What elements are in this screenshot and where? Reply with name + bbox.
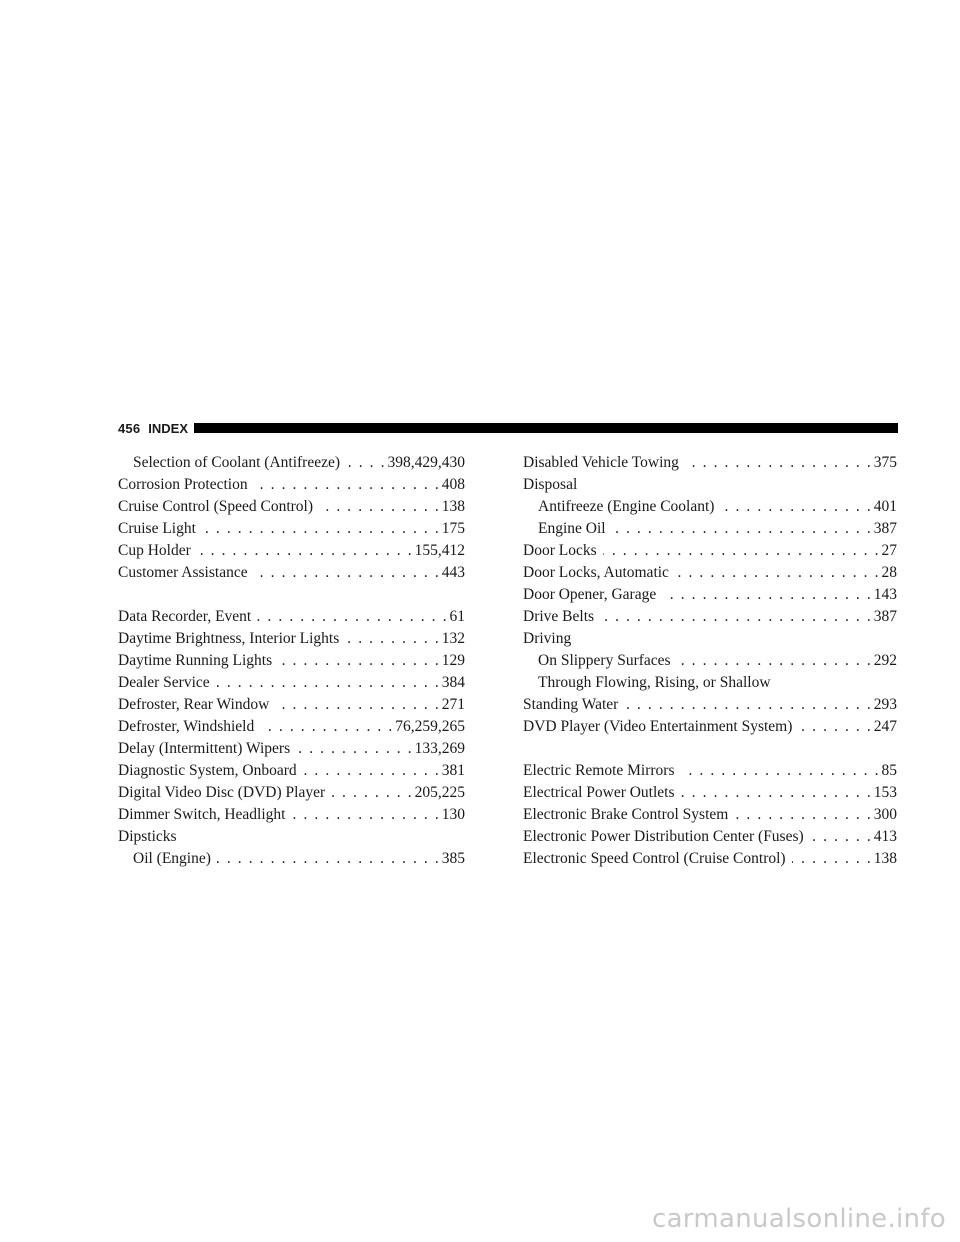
entry-gap: [118, 584, 465, 606]
dot-leader: [681, 782, 871, 804]
index-entry: [523, 540, 897, 562]
dot-leader: [792, 848, 871, 870]
dot-leader: [612, 518, 871, 540]
dot-leader: [603, 540, 879, 562]
dot-leader: [331, 782, 411, 804]
entry-label: Dipsticks: [118, 828, 177, 845]
entry-label: Disabled Vehicle Towing: [523, 454, 679, 471]
entry-pages: 129: [441, 652, 465, 669]
index-entry: [523, 782, 897, 804]
index-entry: [523, 650, 897, 672]
entry-label: Daytime Running Lights: [118, 652, 273, 669]
entry-label: Electrical Power Outlets: [523, 784, 675, 801]
dot-leader: [675, 562, 879, 584]
entry-label: Defroster, Rear Window: [118, 696, 270, 713]
index-entry: [523, 606, 897, 628]
dot-leader: [720, 496, 870, 518]
page-header: [118, 420, 898, 436]
dot-leader: [681, 760, 879, 782]
dot-leader: [600, 606, 871, 628]
dot-leader: [216, 672, 439, 694]
index-entry: [118, 716, 465, 738]
index-entry: [523, 716, 897, 738]
index-entry: [118, 738, 465, 760]
entry-label: Electronic Brake Control System: [523, 806, 729, 823]
entry-gap: [523, 738, 897, 760]
entry-label: Cruise Control (Speed Control): [118, 498, 314, 515]
dot-leader: [624, 694, 870, 716]
watermark: carmanualsonline.info: [651, 1204, 946, 1234]
entry-pages: 387: [873, 520, 897, 537]
entry-pages: 384: [441, 674, 465, 691]
entry-pages: 27: [881, 542, 897, 559]
index-entry: [118, 848, 465, 870]
index-entry: [118, 540, 465, 562]
dot-leader: [345, 628, 438, 650]
entry-label: Selection of Coolant (Antifreeze): [133, 454, 341, 471]
entry-pages: 155,412: [414, 542, 465, 559]
entry-pages: 292: [873, 652, 897, 669]
entry-label: Data Recorder, Event: [118, 608, 252, 625]
entry-pages: 381: [441, 762, 465, 779]
entry-label: Electric Remote Mirrors: [523, 762, 675, 779]
entry-label: Delay (Intermittent) Wipers: [118, 740, 291, 757]
dot-leader: [685, 452, 871, 474]
entry-pages: 153: [873, 784, 897, 801]
dot-leader: [217, 848, 439, 870]
entry-label: Engine Oil: [538, 520, 606, 537]
dot-leader: [260, 716, 392, 738]
entry-pages: 300: [873, 806, 897, 823]
dot-leader: [810, 826, 871, 848]
entry-pages: 28: [881, 564, 897, 581]
entry-pages: 205,225: [414, 784, 465, 801]
entry-pages: 85: [881, 762, 897, 779]
dot-leader: [734, 804, 870, 826]
index-entry: [523, 760, 897, 782]
index-entry: [523, 496, 897, 518]
entry-label: Customer Assistance: [118, 564, 248, 581]
index-entry: [523, 628, 897, 650]
entry-pages: 387: [873, 608, 897, 625]
entry-pages: 271: [441, 696, 465, 713]
index-entry: [523, 848, 897, 870]
index-column-right: [523, 452, 897, 870]
entry-label: Door Opener, Garage: [523, 586, 657, 603]
index-entry: [523, 826, 897, 848]
index-entry: [118, 606, 465, 628]
entry-label: Corrosion Protection: [118, 476, 248, 493]
dot-leader: [296, 738, 412, 760]
entry-pages: 138: [873, 850, 897, 867]
dot-leader: [677, 650, 871, 672]
index-entry: [118, 694, 465, 716]
entry-label: Daytime Brightness, Interior Lights: [118, 630, 340, 647]
entry-pages: 61: [449, 608, 465, 625]
dot-leader: [278, 650, 439, 672]
entry-pages: 385: [441, 850, 465, 867]
entry-pages: 175: [441, 520, 465, 537]
index-entry: [523, 694, 897, 716]
dot-leader: [662, 584, 871, 606]
dot-leader: [319, 496, 439, 518]
index-entry: [118, 826, 465, 848]
dot-leader: [254, 562, 439, 584]
entry-label: Door Locks: [523, 542, 597, 559]
dot-leader: [197, 540, 412, 562]
entry-pages: 138: [441, 498, 465, 515]
entry-pages: 247: [873, 718, 897, 735]
index-entry: [523, 474, 897, 496]
entry-label: Disposal: [523, 476, 578, 493]
index-entry: [118, 760, 465, 782]
entry-pages: 408: [441, 476, 465, 493]
entry-pages: 293: [873, 696, 897, 713]
index-entry: [118, 562, 465, 584]
index-entry: [523, 562, 897, 584]
index-entry: [118, 782, 465, 804]
entry-pages: 413: [873, 828, 897, 845]
entry-label: Standing Water: [523, 696, 619, 713]
entry-label: Diagnostic System, Onboard: [118, 762, 297, 779]
index-entry: [118, 650, 465, 672]
entry-pages: 443: [441, 564, 465, 581]
index-entry: [523, 518, 897, 540]
entry-pages: 76,259,265: [395, 718, 465, 735]
entry-pages: 130: [441, 806, 465, 823]
index-entry: [118, 474, 465, 496]
entry-label: DVD Player (Video Entertainment System): [523, 718, 793, 735]
index-entry: [523, 804, 897, 826]
entry-label: Digital Video Disc (DVD) Player: [118, 784, 326, 801]
dot-leader: [257, 606, 446, 628]
index-entry: [523, 452, 897, 474]
index-entry: [118, 628, 465, 650]
entry-label: Defroster, Windshield: [118, 718, 255, 735]
dot-leader: [254, 474, 439, 496]
entry-label: On Slippery Surfaces: [538, 652, 671, 669]
index-entry: [523, 584, 897, 606]
entry-label: Through Flowing, Rising, or Shallow: [538, 674, 771, 691]
entry-label: Dealer Service: [118, 674, 210, 691]
entry-label: Driving: [523, 630, 572, 647]
header-rule: [194, 423, 898, 433]
entry-pages: 133,269: [414, 740, 465, 757]
section-title: INDEX: [148, 420, 189, 436]
entry-label: Cup Holder: [118, 542, 191, 559]
entry-pages: 143: [873, 586, 897, 603]
entry-label: Electronic Power Distribution Center (Fuses): [523, 828, 804, 845]
index-entry: [118, 672, 465, 694]
entry-label: Door Locks, Automatic: [523, 564, 669, 581]
index-entry: [118, 452, 465, 474]
entry-label: Electronic Speed Control (Cruise Control): [523, 850, 786, 867]
dot-leader: [798, 716, 870, 738]
entry-label: Dimmer Switch, Headlight: [118, 806, 286, 823]
page-number: 456: [118, 420, 141, 436]
entry-label: Drive Belts: [523, 608, 595, 625]
entry-pages: 375: [873, 454, 897, 471]
dot-leader: [346, 452, 384, 474]
entry-pages: 398,429,430: [387, 454, 465, 471]
dot-leader: [202, 518, 439, 540]
index-column-left: [118, 452, 465, 870]
index-entry: [523, 672, 897, 694]
entry-label: Cruise Light: [118, 520, 196, 537]
index-entry: [118, 496, 465, 518]
entry-label: Oil (Engine): [133, 850, 211, 867]
dot-leader: [275, 694, 438, 716]
dot-leader: [303, 760, 439, 782]
entry-label: Antifreeze (Engine Coolant): [538, 498, 715, 515]
index-entry: [118, 804, 465, 826]
entry-pages: 401: [873, 498, 897, 515]
dot-leader: [291, 804, 438, 826]
index-entry: [118, 518, 465, 540]
entry-pages: 132: [441, 630, 465, 647]
